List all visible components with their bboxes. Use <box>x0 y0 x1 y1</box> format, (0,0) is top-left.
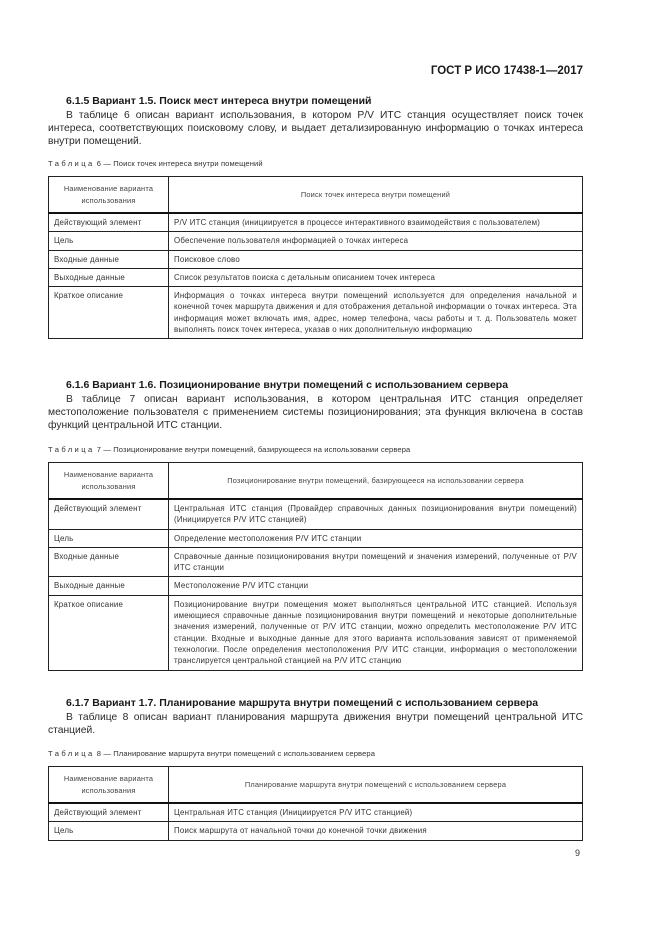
row-label-cell: Краткое описание <box>49 595 169 670</box>
table-header-cell: Наименование варианта использования <box>49 767 169 804</box>
use-case-table <box>48 462 583 671</box>
table-row <box>49 232 583 250</box>
section-heading: 6.1.7 Вариант 1.7. Планирование маршрута внутри помещений с использованием сервера <box>66 697 539 709</box>
table-caption <box>48 749 583 758</box>
row-label-cell: Краткое описание <box>49 287 169 339</box>
row-label-cell: Цель <box>49 232 169 250</box>
table-header-cell: Планирование маршрута внутри помещений с использованием сервера <box>169 767 583 804</box>
section-paragraph: В таблице 6 описан вариант использования, в котором P/V ИТС станция осуществляет поиск точек интереса, соответствующих поисковому слову, и выдает детализированную информацию о точках интереса внутри помещений. <box>48 110 583 147</box>
row-label-cell: Цель <box>49 822 169 840</box>
document-code: ГОСТ Р ИСО 17438-1—2017 <box>430 65 583 77</box>
row-label-cell: Цель <box>49 529 169 547</box>
table-header-cell: Наименование варианта использования <box>49 177 169 214</box>
table-row <box>49 577 583 595</box>
row-value-cell: Центральная ИТС станция (Инициируется P/V ИТС станцией) <box>169 803 583 822</box>
row-label-cell: Входные данные <box>49 547 169 577</box>
table-caption <box>48 445 583 454</box>
table-row <box>49 499 583 529</box>
section-paragraph: В таблице 8 описан вариант планирования маршрута движения внутри помещений центральной ИТС станцией. <box>48 712 583 736</box>
table-header-cell: Поиск точек интереса внутри помещений <box>169 177 583 214</box>
row-value-cell: Определение местоположения P/V ИТС станции <box>169 529 583 547</box>
table-header-row <box>49 463 583 500</box>
use-case-table <box>48 176 583 339</box>
row-label-cell: Входные данные <box>49 250 169 268</box>
table-caption-text: 7 — Позиционирование внутри помещений, базирующееся на использовании сервера <box>96 445 411 454</box>
table-caption-prefix: Таблица <box>48 445 95 454</box>
table-header-cell: Позиционирование внутри помещений, базирующееся на использовании сервера <box>169 463 583 500</box>
table-caption-text: 6 — Поиск точек интереса внутри помещений <box>96 159 263 168</box>
table-row <box>49 822 583 840</box>
section-heading: 6.1.6 Вариант 1.6. Позиционирование внутри помещений с использованием сервера <box>66 379 509 391</box>
table-caption-prefix: Таблица <box>48 749 95 758</box>
use-case-table <box>48 766 583 841</box>
table-header-row <box>49 177 583 214</box>
row-label-cell: Действующий элемент <box>49 499 169 529</box>
row-value-cell: Позиционирование внутри помещения может выполняться центральной ИТС станцией. Используя имеющиеся справочные данные позиционирования внутри помещений и некоторые дополнительные значения измерений, полученные от P/V ИТС станции, можно определить местоположение P/V ИТС станции. Входные и выходные данные для этого варианта использования зависят от применяемой технологии. После определения местоположения P/V ИТС станции, информация о местоположении транслируется центральной станцией на P/V ИТС станцию <box>169 595 583 670</box>
table-row <box>49 803 583 822</box>
row-value-cell: Список результатов поиска с детальным описанием точек интереса <box>169 268 583 286</box>
table-row <box>49 213 583 232</box>
row-label-cell: Выходные данные <box>49 268 169 286</box>
table-row <box>49 595 583 670</box>
page-number: 9 <box>575 848 581 858</box>
section-paragraph: В таблице 7 описан вариант использования, в котором центральная ИТС станция определяет местоположение пользователя с применением системы позиционирования; эта функция включена в состав функций центральной ИТС станции. <box>48 394 583 431</box>
table-header-row <box>49 767 583 804</box>
row-label-cell: Действующий элемент <box>49 213 169 232</box>
row-value-cell: Поиск маршрута от начальной точки до конечной точки движения <box>169 822 583 840</box>
row-label-cell: Действующий элемент <box>49 803 169 822</box>
table-header-cell: Наименование варианта использования <box>49 463 169 500</box>
row-value-cell: Центральная ИТС станция (Провайдер справочных данных позиционирования внутри помещений) (Инициируется P/V ИТС станцией) <box>169 499 583 529</box>
table-caption-prefix: Таблица <box>48 159 95 168</box>
table-row <box>49 529 583 547</box>
table-row <box>49 268 583 286</box>
row-value-cell: Справочные данные позиционирования внутри помещений и значения измерений, полученные от P/V ИТС станции <box>169 547 583 577</box>
section-heading: 6.1.5 Вариант 1.5. Поиск мест интереса внутри помещений <box>66 95 372 107</box>
row-value-cell: P/V ИТС станция (инициируется в процессе интерактивного взаимодействия с пользователем) <box>169 213 583 232</box>
row-value-cell: Местоположение P/V ИТС станции <box>169 577 583 595</box>
table-row <box>49 250 583 268</box>
table-caption <box>48 159 583 168</box>
row-value-cell: Информация о точках интереса внутри помещений используется для определения начальной и конечной точек маршрута движения и для отображения детальной информации о точках интереса. Эта информация может включать имя, адрес, номер телефона, часы работы и т. д. Пользователь может выполнять поиск точек интереса, указав о них дополнительную информацию <box>169 287 583 339</box>
table-row <box>49 287 583 339</box>
table-caption-text: 8 — Планирование маршрута внутри помещений с использованием сервера <box>96 749 376 758</box>
row-label-cell: Выходные данные <box>49 577 169 595</box>
row-value-cell: Обеспечение пользователя информацией о точках интереса <box>169 232 583 250</box>
table-row <box>49 547 583 577</box>
row-value-cell: Поисковое слово <box>169 250 583 268</box>
